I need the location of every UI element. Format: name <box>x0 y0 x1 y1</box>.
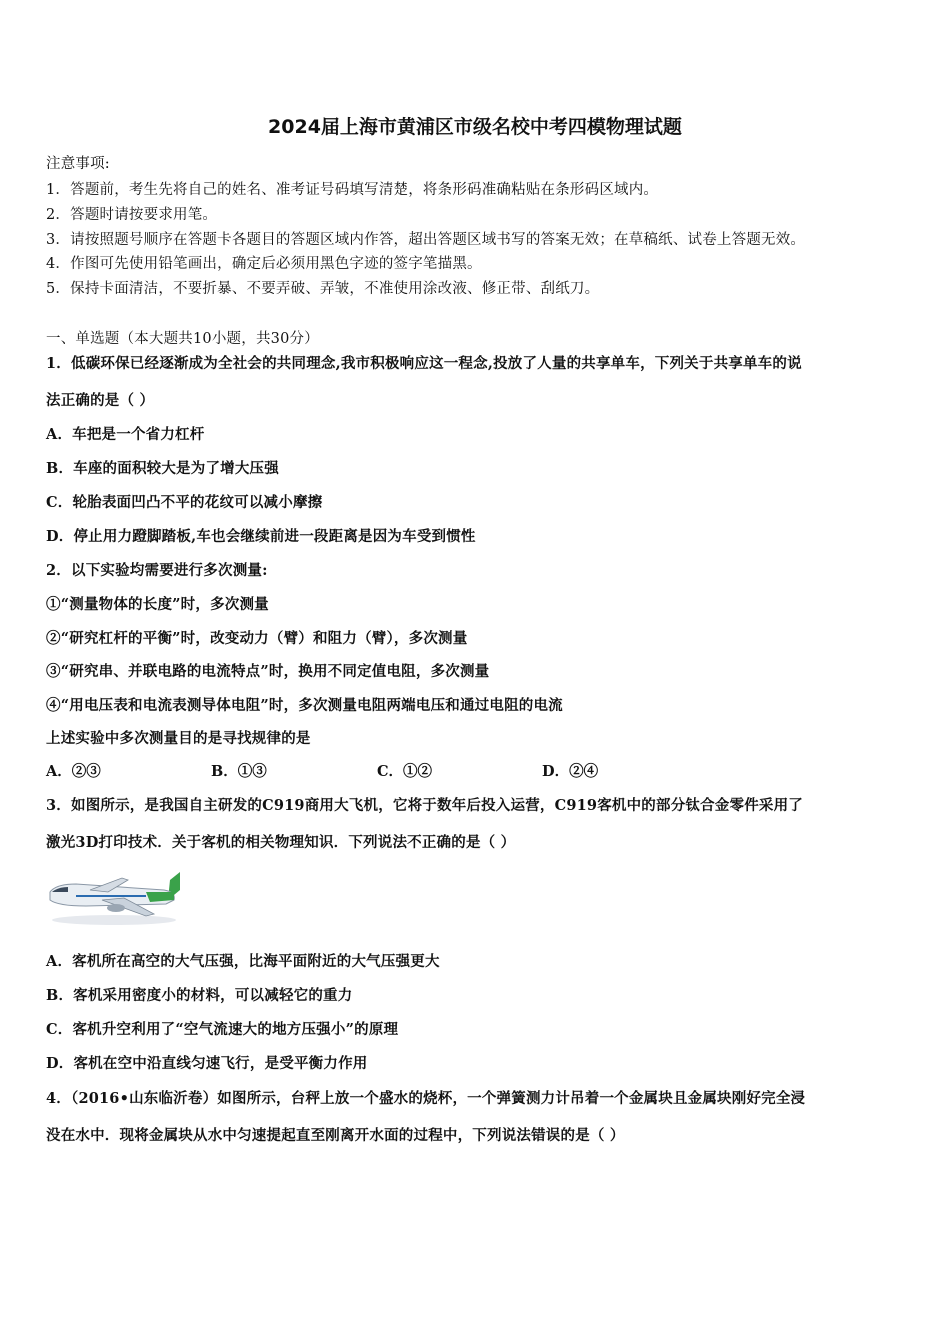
q2-item: ④“用电压表和电流表测导体电阻”时，多次测量电阻两端电压和通过电阻的电流 <box>46 697 563 714</box>
q1-option-c: C．轮胎表面凹凸不平的花纹可以减小摩擦 <box>46 494 323 511</box>
q4-stem: 4．（2016•山东临沂卷）如图所示，台秤上放一个盛水的烧杯，一个弹簧测力计吊着一个金属块且金属块刚好完全浸 <box>46 1090 806 1107</box>
notice-item: 4．作图可先使用铅笔画出，确定后必须用黑色字迹的签字笔描黑。 <box>46 256 482 272</box>
q2-item: ③“研究串、并联电路的电流特点”时，换用不同定值电阻，多次测量 <box>46 663 490 680</box>
q3-option-c: C．客机升空利用了“空气流速大的地方压强小”的原理 <box>46 1021 399 1038</box>
q2-option-b: B．①③ <box>211 763 267 780</box>
q2-option-d: D．②④ <box>542 763 599 780</box>
q1-option-b: B．车座的面积较大是为了增大压强 <box>46 460 279 477</box>
q3-option-a: A．客机所在高空的大气压强，比海平面附近的大气压强更大 <box>46 953 440 970</box>
notice-item: 5．保持卡面清洁，不要折暴、不要弄破、弄皱，不准使用涂改液、修正带、刮纸刀。 <box>46 281 600 297</box>
q1-option-a: A．车把是一个省力杠杆 <box>46 426 205 443</box>
q3-stem: 3．如图所示，是我国自主研发的C919商用大飞机，它将于数年后投入运营，C919客机中的部分钛合金零件采用了 <box>46 797 804 814</box>
q1-stem-cont: 法正确的是（ ） <box>46 392 155 409</box>
q2-option-a: A．②③ <box>46 763 101 780</box>
section-heading: 一、单选题（本大题共10小题，共30分） <box>46 331 319 347</box>
q3-stem-cont: 激光3D打印技术．关于客机的相关物理知识．下列说法不正确的是（ ） <box>46 834 516 851</box>
q2-stem: 2．以下实验均需要进行多次测量: <box>46 562 268 579</box>
q2-question: 上述实验中多次测量目的是寻找规律的是 <box>46 730 311 747</box>
page-title: 2024届上海市黄浦区市级名校中考四模物理试题 <box>268 116 682 138</box>
notice-item: 3．请按照题号顺序在答题卡各题目的答题区域内作答，超出答题区域书写的答案无效；在草稿纸、试卷上答题无效。 <box>46 232 806 248</box>
notice-item: 1．答题前，考生先将自己的姓名、准考证号码填写清楚，将条形码准确粘贴在条形码区域内。 <box>46 182 659 198</box>
q2-item: ②“研究杠杆的平衡”时，改变动力（臂）和阻力（臂），多次测量 <box>46 630 468 647</box>
notice-item: 2．答题时请按要求用笔。 <box>46 207 218 223</box>
q4-stem-cont: 没在水中．现将金属块从水中匀速提起直至刚离开水面的过程中，下列说法错误的是（ ） <box>46 1127 625 1144</box>
q1-stem: 1．低碳环保已经逐渐成为全社会的共同理念,我市积极响应这一程念,投放了人量的共享单车，下列关于共享单车的说 <box>46 355 802 372</box>
notice-heading: 注意事项: <box>46 156 110 172</box>
q3-option-b: B．客机采用密度小的材料，可以减轻它的重力 <box>46 987 353 1004</box>
airplane-image <box>46 870 182 926</box>
q1-option-d: D．停止用力蹬脚踏板,车也会继续前进一段距离是因为车受到惯性 <box>46 528 476 545</box>
q3-option-d: D．客机在空中沿直线匀速飞行，是受平衡力作用 <box>46 1055 368 1072</box>
q2-option-c: C．①② <box>377 763 433 780</box>
q2-item: ①“测量物体的长度”时，多次测量 <box>46 596 269 613</box>
